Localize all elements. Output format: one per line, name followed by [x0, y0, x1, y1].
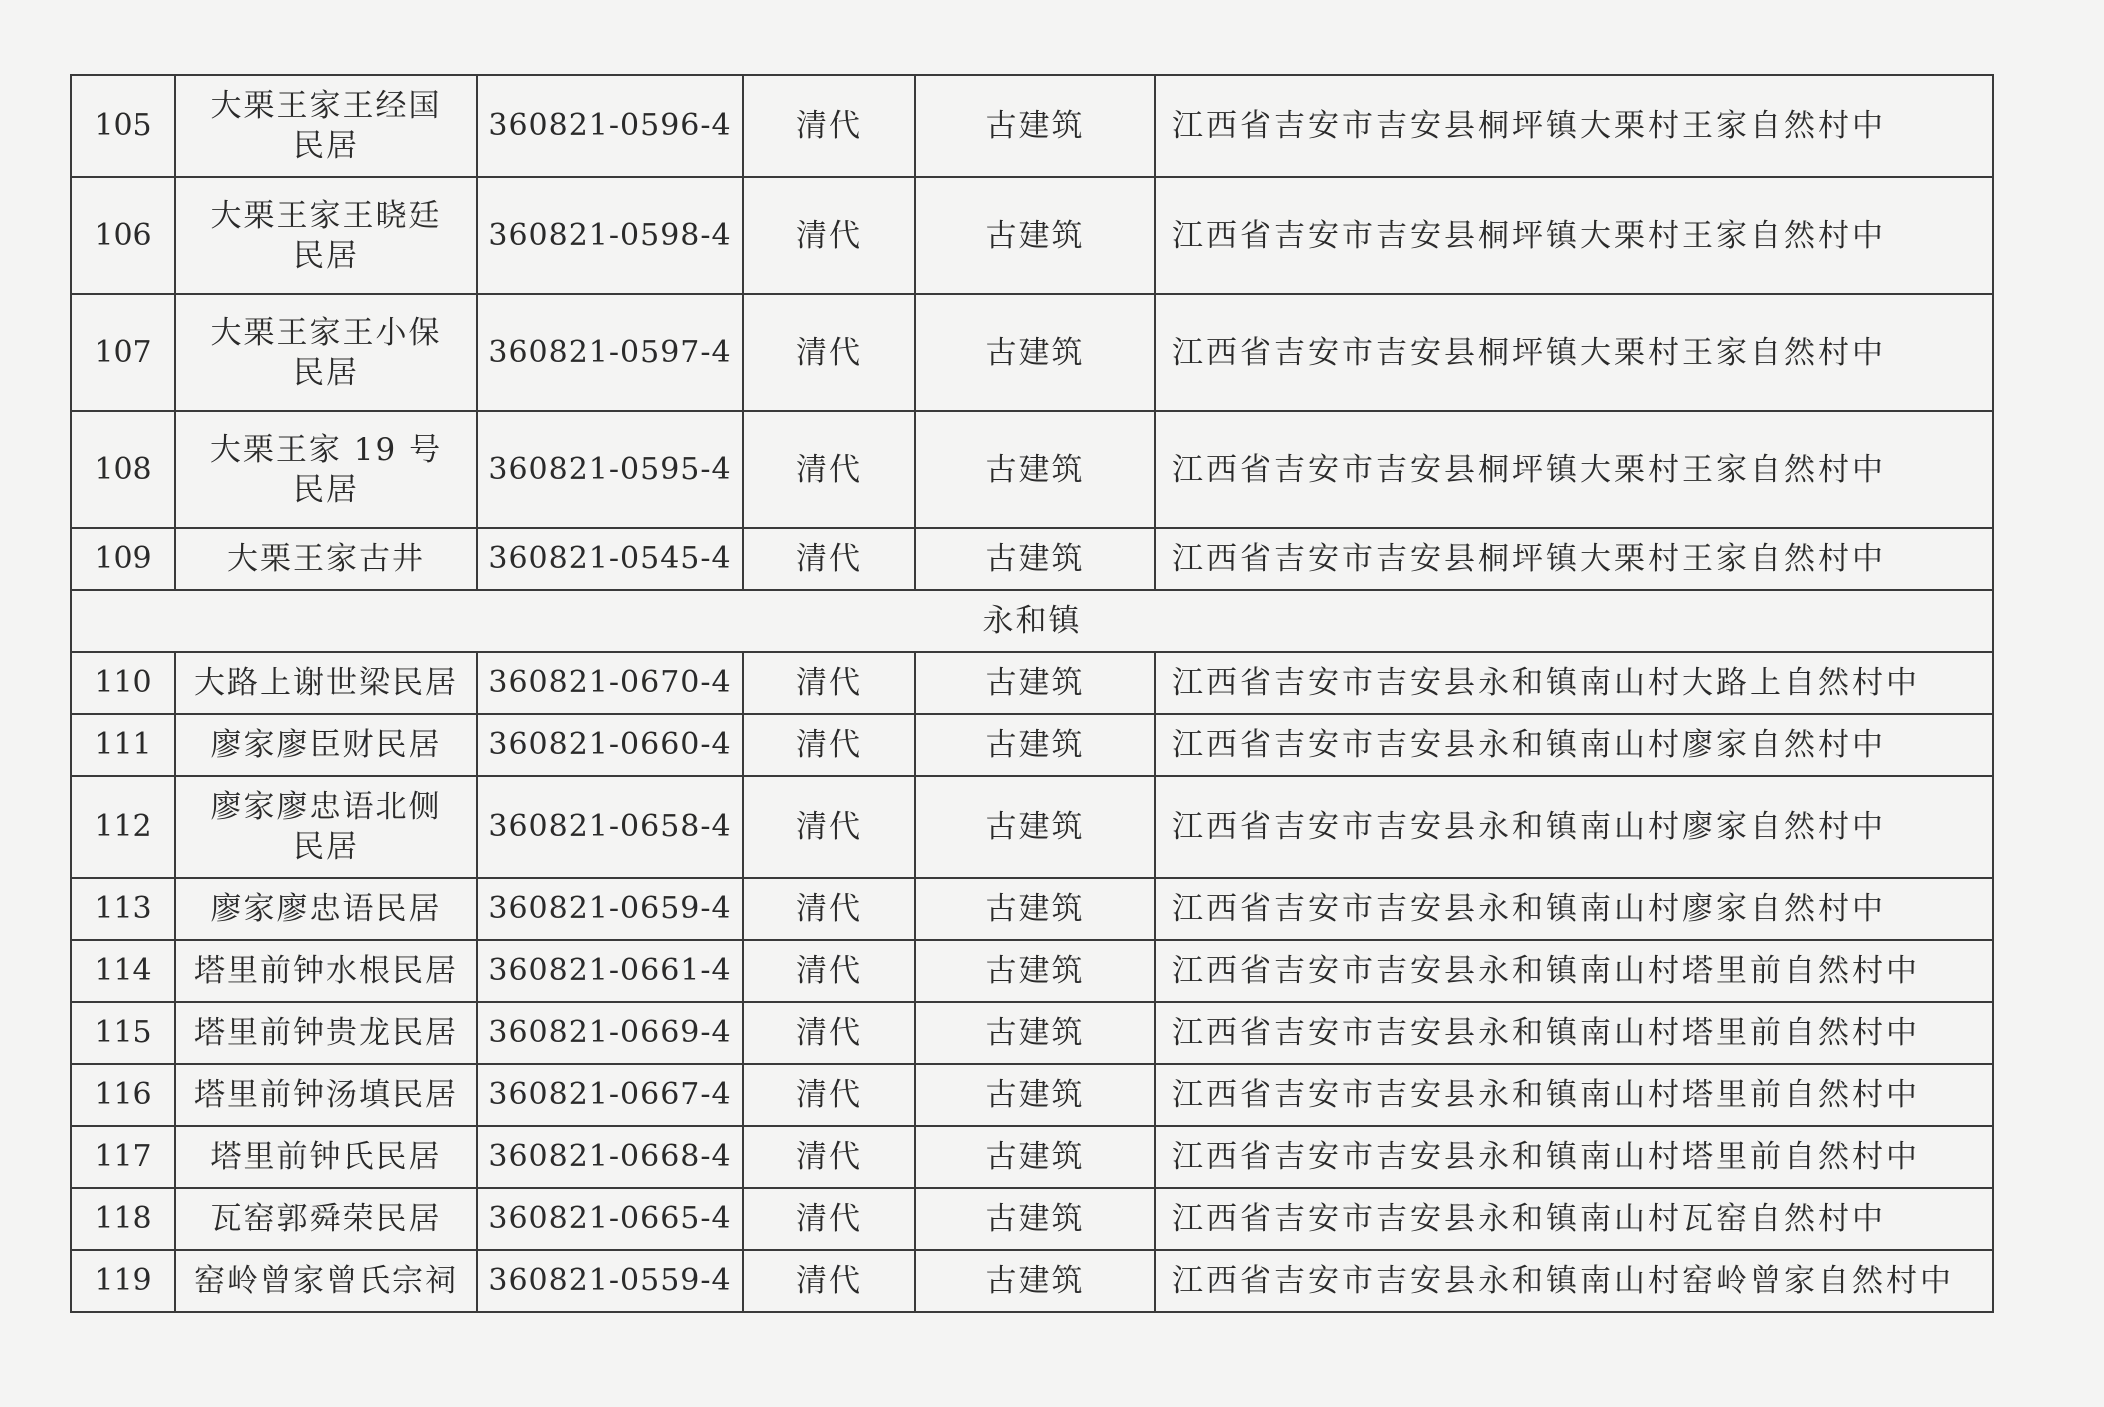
site-type: 古建筑 — [915, 528, 1155, 590]
site-name: 瓦窑郭舜荣民居 — [175, 1188, 477, 1250]
site-name: 廖家廖臣财民居 — [175, 714, 477, 776]
table-row — [71, 411, 1993, 528]
row-number: 115 — [71, 1002, 175, 1064]
site-location: 江西省吉安市吉安县桐坪镇大栗村王家自然村中 — [1155, 75, 1993, 177]
row-number: 110 — [71, 652, 175, 714]
site-code: 360821-0667-4 — [477, 1064, 743, 1126]
site-type: 古建筑 — [915, 1064, 1155, 1126]
site-era: 清代 — [743, 294, 915, 411]
row-number: 118 — [71, 1188, 175, 1250]
site-era: 清代 — [743, 1188, 915, 1250]
table-row — [71, 878, 1993, 940]
site-code: 360821-0659-4 — [477, 878, 743, 940]
table-row — [71, 1250, 1993, 1312]
site-type: 古建筑 — [915, 1250, 1155, 1312]
row-number: 113 — [71, 878, 175, 940]
site-name: 廖家廖忠语民居 — [175, 878, 477, 940]
table-row — [71, 714, 1993, 776]
site-type: 古建筑 — [915, 1002, 1155, 1064]
site-type: 古建筑 — [915, 776, 1155, 878]
table-row — [71, 528, 1993, 590]
site-location: 江西省吉安市吉安县永和镇南山村廖家自然村中 — [1155, 714, 1993, 776]
site-era: 清代 — [743, 1064, 915, 1126]
site-location: 江西省吉安市吉安县桐坪镇大栗村王家自然村中 — [1155, 411, 1993, 528]
site-name: 大栗王家王经国 民居 — [175, 75, 477, 177]
site-era: 清代 — [743, 528, 915, 590]
site-era: 清代 — [743, 652, 915, 714]
site-name: 大栗王家王晓廷 民居 — [175, 177, 477, 294]
site-type: 古建筑 — [915, 652, 1155, 714]
site-type: 古建筑 — [915, 714, 1155, 776]
table-row — [71, 940, 1993, 1002]
row-number: 106 — [71, 177, 175, 294]
site-era: 清代 — [743, 1126, 915, 1188]
row-number: 108 — [71, 411, 175, 528]
site-location: 江西省吉安市吉安县桐坪镇大栗村王家自然村中 — [1155, 177, 1993, 294]
site-name: 塔里前钟水根民居 — [175, 940, 477, 1002]
site-type: 古建筑 — [915, 878, 1155, 940]
site-code: 360821-0597-4 — [477, 294, 743, 411]
row-number: 109 — [71, 528, 175, 590]
site-location: 江西省吉安市吉安县永和镇南山村廖家自然村中 — [1155, 776, 1993, 878]
row-number: 107 — [71, 294, 175, 411]
site-name: 廖家廖忠语北侧 民居 — [175, 776, 477, 878]
site-era: 清代 — [743, 411, 915, 528]
table-row — [71, 652, 1993, 714]
table-row — [71, 75, 1993, 177]
site-location: 江西省吉安市吉安县永和镇南山村瓦窑自然村中 — [1155, 1188, 1993, 1250]
site-location: 江西省吉安市吉安县永和镇南山村塔里前自然村中 — [1155, 940, 1993, 1002]
site-location: 江西省吉安市吉安县桐坪镇大栗村王家自然村中 — [1155, 294, 1993, 411]
site-location: 江西省吉安市吉安县桐坪镇大栗村王家自然村中 — [1155, 528, 1993, 590]
site-era: 清代 — [743, 75, 915, 177]
row-number: 112 — [71, 776, 175, 878]
row-number: 105 — [71, 75, 175, 177]
site-location: 江西省吉安市吉安县永和镇南山村窑岭曾家自然村中 — [1155, 1250, 1993, 1312]
site-location: 江西省吉安市吉安县永和镇南山村塔里前自然村中 — [1155, 1002, 1993, 1064]
site-type: 古建筑 — [915, 294, 1155, 411]
site-type: 古建筑 — [915, 177, 1155, 294]
site-code: 360821-0598-4 — [477, 177, 743, 294]
site-era: 清代 — [743, 1250, 915, 1312]
table-row — [71, 294, 1993, 411]
site-code: 360821-0658-4 — [477, 776, 743, 878]
table-row — [71, 177, 1993, 294]
table-row — [71, 1002, 1993, 1064]
site-location: 江西省吉安市吉安县永和镇南山村大路上自然村中 — [1155, 652, 1993, 714]
site-code: 360821-0660-4 — [477, 714, 743, 776]
site-name: 塔里前钟汤填民居 — [175, 1064, 477, 1126]
row-number: 114 — [71, 940, 175, 1002]
site-era: 清代 — [743, 940, 915, 1002]
heritage-table — [70, 74, 1994, 1313]
site-code: 360821-0596-4 — [477, 75, 743, 177]
site-era: 清代 — [743, 714, 915, 776]
site-name: 窑岭曾家曾氏宗祠 — [175, 1250, 477, 1312]
site-name: 大路上谢世梁民居 — [175, 652, 477, 714]
site-code: 360821-0665-4 — [477, 1188, 743, 1250]
site-name: 塔里前钟贵龙民居 — [175, 1002, 477, 1064]
site-name: 塔里前钟氏民居 — [175, 1126, 477, 1188]
section-title: 永和镇 — [71, 590, 1993, 652]
table-row — [71, 1126, 1993, 1188]
row-number: 119 — [71, 1250, 175, 1312]
document-page — [70, 74, 1992, 1313]
row-number: 116 — [71, 1064, 175, 1126]
row-number: 117 — [71, 1126, 175, 1188]
site-era: 清代 — [743, 878, 915, 940]
site-code: 360821-0559-4 — [477, 1250, 743, 1312]
site-type: 古建筑 — [915, 75, 1155, 177]
site-era: 清代 — [743, 177, 915, 294]
site-era: 清代 — [743, 776, 915, 878]
site-location: 江西省吉安市吉安县永和镇南山村塔里前自然村中 — [1155, 1126, 1993, 1188]
site-name: 大栗王家古井 — [175, 528, 477, 590]
table-row — [71, 1188, 1993, 1250]
table-row — [71, 1064, 1993, 1126]
table-row — [71, 776, 1993, 878]
site-code: 360821-0595-4 — [477, 411, 743, 528]
site-code: 360821-0661-4 — [477, 940, 743, 1002]
site-code: 360821-0670-4 — [477, 652, 743, 714]
site-type: 古建筑 — [915, 1188, 1155, 1250]
site-type: 古建筑 — [915, 411, 1155, 528]
site-code: 360821-0545-4 — [477, 528, 743, 590]
section-row — [71, 590, 1993, 652]
site-name: 大栗王家王小保 民居 — [175, 294, 477, 411]
site-code: 360821-0669-4 — [477, 1002, 743, 1064]
site-era: 清代 — [743, 1002, 915, 1064]
site-location: 江西省吉安市吉安县永和镇南山村塔里前自然村中 — [1155, 1064, 1993, 1126]
site-location: 江西省吉安市吉安县永和镇南山村廖家自然村中 — [1155, 878, 1993, 940]
row-number: 111 — [71, 714, 175, 776]
site-type: 古建筑 — [915, 940, 1155, 1002]
site-name: 大栗王家 19 号 民居 — [175, 411, 477, 528]
site-code: 360821-0668-4 — [477, 1126, 743, 1188]
site-type: 古建筑 — [915, 1126, 1155, 1188]
